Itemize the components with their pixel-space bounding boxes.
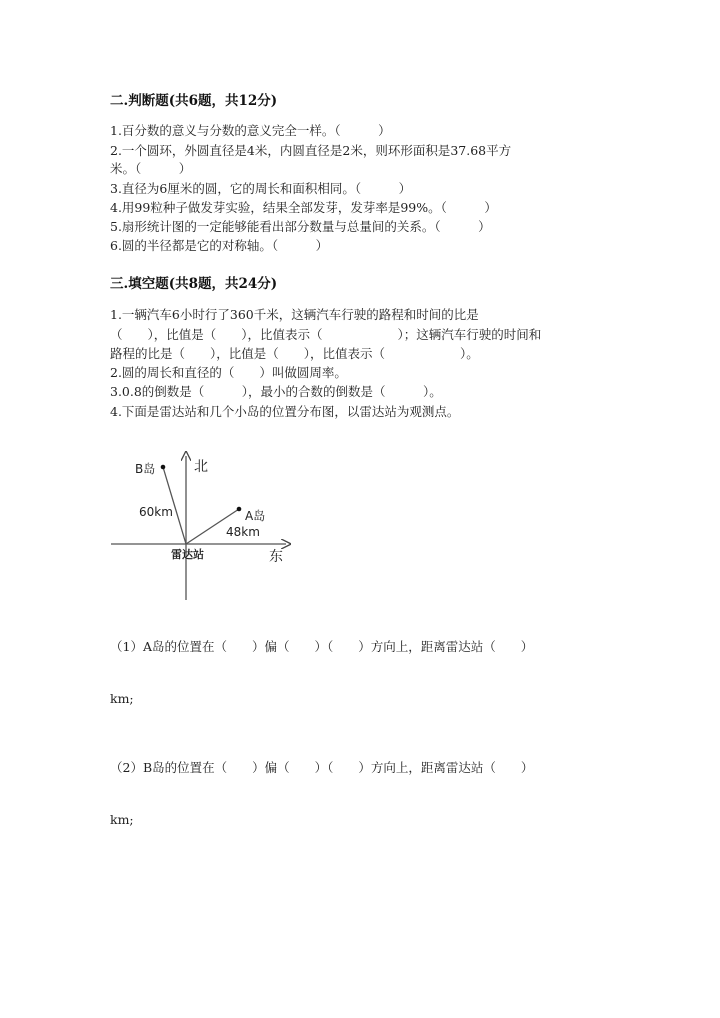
- fill-question-4: 4.下面是雷达站和几个小岛的位置分布图，以雷达站为观测点。: [110, 404, 460, 419]
- fill-question-2: 2.圆的周长和直径的（ ）叫做圆周率。: [110, 365, 347, 380]
- judge-question-5: 5.扇形统计图的一定能够能看出部分数量与总量间的关系。（ ）: [110, 219, 491, 234]
- judge-question-2-cont: 米。（ ）: [110, 161, 192, 176]
- sub-question-1: （1）A岛的位置在（ ）偏（ ）（ ）方向上，距离雷达站（ ）: [110, 639, 534, 654]
- radar-position-diagram: [108, 450, 298, 605]
- section-2-title: 二.判断题(共6题，共12分): [110, 93, 278, 109]
- east-label: 东: [269, 549, 283, 565]
- sub-question-2: （2）B岛的位置在（ ）偏（ ）（ ）方向上，距离雷达站（ ）: [110, 760, 534, 775]
- judge-question-3: 3.直径为6厘米的圆，它的周长和面积相同。（ ）: [110, 181, 412, 196]
- section-3-title: 三.填空题(共8题，共24分): [110, 276, 278, 292]
- island-b-distance: 60km: [139, 505, 173, 519]
- sub-question-1-unit: km;: [110, 691, 134, 706]
- radar-station-label: 雷达站: [171, 548, 204, 561]
- fill-question-1-cont-2: 路程的比是（ ），比值是（ ），比值表示（ ）。: [110, 346, 479, 361]
- fill-question-1: 1.一辆汽车6小时行了360千米，这辆汽车行驶的路程和时间的比是: [110, 307, 479, 322]
- judge-question-4: 4.用99粒种子做发芽实验，结果全部发芽，发芽率是99%。（ ）: [110, 200, 497, 215]
- fill-question-3: 3.0.8的倒数是（ ），最小的合数的倒数是（ ）。: [110, 384, 442, 399]
- judge-question-1: 1.百分数的意义与分数的意义完全一样。（ ）: [110, 123, 391, 138]
- judge-question-6: 6.圆的半径都是它的对称轴。（ ）: [110, 238, 329, 253]
- judge-question-2: 2.一个圆环，外圆直径是4米，内圆直径是2米，则环形面积是37.68平方: [110, 143, 512, 158]
- island-a-distance: 48km: [226, 525, 260, 539]
- island-b-label: B岛: [135, 462, 156, 476]
- island-a-point: [237, 507, 242, 512]
- sub-question-2-unit: km;: [110, 812, 134, 827]
- fill-question-1-cont-1: （ ），比值是（ ），比值表示（ ）；这辆汽车行驶的时间和: [110, 327, 542, 342]
- north-label: 北: [194, 459, 208, 475]
- island-a-label: A岛: [245, 509, 266, 523]
- island-b-point: [161, 465, 166, 470]
